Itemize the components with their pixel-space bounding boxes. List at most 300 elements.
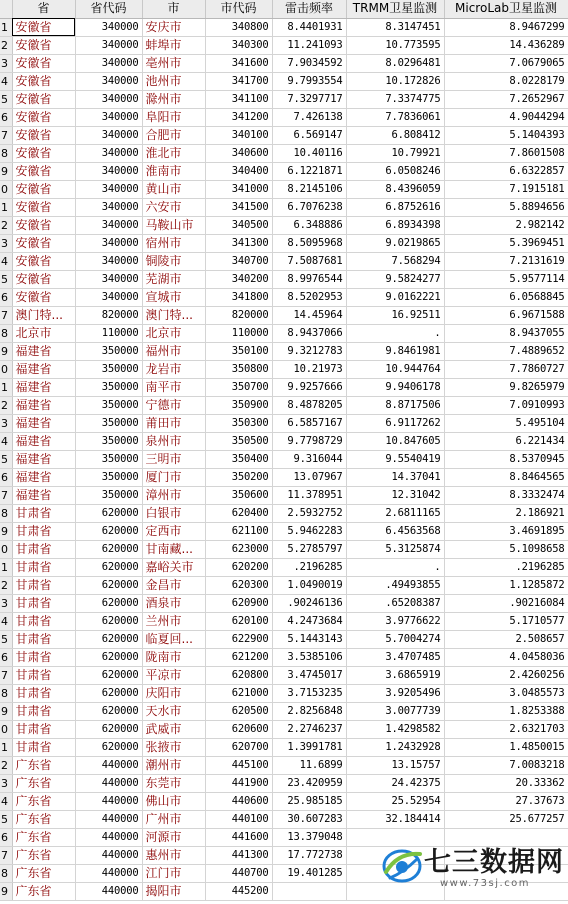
cell-city-code[interactable]: 340700 — [205, 252, 272, 270]
cell-trmm[interactable]: 9.5540419 — [346, 450, 444, 468]
cell-microlab[interactable]: 2.6321703 — [444, 720, 568, 738]
cell-microlab[interactable]: 6.221434 — [444, 432, 568, 450]
cell-city[interactable]: 兰州市 — [142, 612, 205, 630]
header-microlab[interactable]: MicroLab卫星监测 — [444, 0, 568, 18]
cell-trmm[interactable]: 9.0219865 — [346, 234, 444, 252]
cell-lightning-frequency[interactable]: 10.40116 — [272, 144, 346, 162]
cell-city-code[interactable]: 341700 — [205, 72, 272, 90]
table-row[interactable] — [0, 396, 568, 414]
cell-lightning-frequency[interactable]: 5.2785797 — [272, 540, 346, 558]
cell-microlab[interactable]: 7.1915181 — [444, 180, 568, 198]
cell-microlab[interactable]: 5.3969451 — [444, 234, 568, 252]
cell-province[interactable]: 甘肃省 — [12, 504, 75, 522]
table-row[interactable] — [0, 576, 568, 594]
cell-lightning-frequency[interactable]: 6.348886 — [272, 216, 346, 234]
cell-microlab[interactable]: 2.982142 — [444, 216, 568, 234]
table-row[interactable] — [0, 18, 568, 36]
cell-province-code[interactable]: 340000 — [75, 180, 142, 198]
cell-province-code[interactable]: 350000 — [75, 486, 142, 504]
table-row[interactable] — [0, 342, 568, 360]
cell-trmm[interactable]: 24.42375 — [346, 774, 444, 792]
cell-province[interactable]: 福建省 — [12, 396, 75, 414]
cell-city[interactable]: 东莞市 — [142, 774, 205, 792]
table-row[interactable] — [0, 504, 568, 522]
cell-province-code[interactable]: 620000 — [75, 558, 142, 576]
cell-province[interactable]: 甘肃省 — [12, 648, 75, 666]
cell-trmm[interactable]: 6.0508246 — [346, 162, 444, 180]
cell-lightning-frequency[interactable]: 30.607283 — [272, 810, 346, 828]
cell-province[interactable]: 甘肃省 — [12, 720, 75, 738]
cell-lightning-frequency[interactable]: 8.5202953 — [272, 288, 346, 306]
cell-trmm[interactable]: 5.7004274 — [346, 630, 444, 648]
cell-city-code[interactable]: 350300 — [205, 414, 272, 432]
cell-city[interactable]: 宣城市 — [142, 288, 205, 306]
table-row[interactable] — [0, 522, 568, 540]
cell-lightning-frequency[interactable]: 2.2746237 — [272, 720, 346, 738]
table-row[interactable] — [0, 306, 568, 324]
cell-lightning-frequency[interactable]: 5.1443143 — [272, 630, 346, 648]
cell-province-code[interactable]: 620000 — [75, 612, 142, 630]
table-row[interactable] — [0, 666, 568, 684]
cell-city[interactable]: 江门市 — [142, 864, 205, 882]
cell-city-code[interactable]: 622900 — [205, 630, 272, 648]
cell-city-code[interactable]: 341100 — [205, 90, 272, 108]
cell-province-code[interactable]: 620000 — [75, 576, 142, 594]
cell-city-code[interactable]: 621200 — [205, 648, 272, 666]
cell-city[interactable]: 天水市 — [142, 702, 205, 720]
cell-city-code[interactable]: 350400 — [205, 450, 272, 468]
cell-province[interactable]: 福建省 — [12, 360, 75, 378]
cell-province-code[interactable]: 340000 — [75, 108, 142, 126]
cell-microlab[interactable] — [444, 828, 568, 846]
cell-microlab[interactable]: 8.0228179 — [444, 72, 568, 90]
cell-microlab[interactable]: 6.9671588 — [444, 306, 568, 324]
cell-province[interactable]: 安徽省 — [12, 18, 75, 36]
cell-trmm[interactable]: 7.568294 — [346, 252, 444, 270]
cell-province-code[interactable]: 440000 — [75, 756, 142, 774]
table-row[interactable] — [0, 216, 568, 234]
cell-city[interactable]: 揭阳市 — [142, 882, 205, 900]
header-province-code[interactable]: 省代码 — [75, 0, 142, 18]
cell-trmm[interactable]: 14.37041 — [346, 468, 444, 486]
cell-microlab[interactable]: 25.677257 — [444, 810, 568, 828]
cell-lightning-frequency[interactable]: 14.45964 — [272, 306, 346, 324]
cell-lightning-frequency[interactable]: 11.378951 — [272, 486, 346, 504]
cell-city[interactable]: 嘉峪关市 — [142, 558, 205, 576]
cell-city[interactable]: 临夏回... — [142, 630, 205, 648]
cell-lightning-frequency[interactable] — [272, 882, 346, 900]
cell-trmm[interactable]: 6.4563568 — [346, 522, 444, 540]
table-row[interactable] — [0, 810, 568, 828]
table-row[interactable] — [0, 486, 568, 504]
cell-lightning-frequency[interactable]: 3.5385106 — [272, 648, 346, 666]
cell-city-code[interactable]: 445200 — [205, 882, 272, 900]
cell-microlab[interactable]: 7.0910993 — [444, 396, 568, 414]
cell-province-code[interactable]: 340000 — [75, 216, 142, 234]
cell-trmm[interactable] — [346, 828, 444, 846]
cell-city[interactable]: 蚌埠市 — [142, 36, 205, 54]
cell-province-code[interactable]: 350000 — [75, 360, 142, 378]
cell-city-code[interactable]: 340100 — [205, 126, 272, 144]
header-lightning-frequency[interactable]: 雷击频率 — [272, 0, 346, 18]
cell-province-code[interactable]: 350000 — [75, 378, 142, 396]
cell-province[interactable]: 福建省 — [12, 450, 75, 468]
cell-province[interactable]: 安徽省 — [12, 90, 75, 108]
cell-province[interactable]: 安徽省 — [12, 252, 75, 270]
cell-microlab[interactable]: 2.186921 — [444, 504, 568, 522]
table-row[interactable] — [0, 684, 568, 702]
table-row[interactable] — [0, 360, 568, 378]
cell-province-code[interactable]: 340000 — [75, 144, 142, 162]
cell-province[interactable]: 安徽省 — [12, 126, 75, 144]
cell-city[interactable]: 滁州市 — [142, 90, 205, 108]
table-row[interactable] — [0, 612, 568, 630]
cell-trmm[interactable]: 9.0162221 — [346, 288, 444, 306]
cell-city[interactable]: 甘南藏... — [142, 540, 205, 558]
cell-microlab[interactable] — [444, 846, 568, 864]
cell-microlab[interactable]: 8.9437055 — [444, 324, 568, 342]
cell-city-code[interactable]: 350200 — [205, 468, 272, 486]
table-row[interactable] — [0, 774, 568, 792]
cell-lightning-frequency[interactable]: 2.8256848 — [272, 702, 346, 720]
cell-province[interactable]: 安徽省 — [12, 234, 75, 252]
table-row[interactable] — [0, 846, 568, 864]
cell-trmm[interactable]: 6.808412 — [346, 126, 444, 144]
cell-microlab[interactable]: 27.37673 — [444, 792, 568, 810]
cell-province[interactable]: 福建省 — [12, 414, 75, 432]
cell-city[interactable]: 泉州市 — [142, 432, 205, 450]
table-row[interactable] — [0, 414, 568, 432]
cell-province[interactable]: 广东省 — [12, 846, 75, 864]
cell-city[interactable]: 厦门市 — [142, 468, 205, 486]
cell-city-code[interactable]: 440700 — [205, 864, 272, 882]
cell-province[interactable]: 广东省 — [12, 756, 75, 774]
cell-province[interactable]: 福建省 — [12, 378, 75, 396]
table-row[interactable] — [0, 558, 568, 576]
cell-city-code[interactable]: 620400 — [205, 504, 272, 522]
cell-trmm[interactable]: 13.15757 — [346, 756, 444, 774]
cell-trmm[interactable]: 10.172826 — [346, 72, 444, 90]
cell-province-code[interactable]: 620000 — [75, 720, 142, 738]
cell-province[interactable]: 甘肃省 — [12, 738, 75, 756]
table-row[interactable] — [0, 756, 568, 774]
cell-microlab[interactable] — [444, 882, 568, 900]
cell-province-code[interactable]: 440000 — [75, 846, 142, 864]
cell-trmm[interactable]: 9.9406178 — [346, 378, 444, 396]
cell-city-code[interactable]: 620500 — [205, 702, 272, 720]
cell-city[interactable]: 张掖市 — [142, 738, 205, 756]
cell-city-code[interactable]: 341200 — [205, 108, 272, 126]
cell-trmm[interactable]: 6.8934398 — [346, 216, 444, 234]
table-row[interactable] — [0, 54, 568, 72]
cell-lightning-frequency[interactable]: 4.2473684 — [272, 612, 346, 630]
cell-city[interactable]: 芜湖市 — [142, 270, 205, 288]
cell-city[interactable]: 澳门特... — [142, 306, 205, 324]
cell-microlab[interactable]: 7.0679065 — [444, 54, 568, 72]
cell-city-code[interactable]: 621100 — [205, 522, 272, 540]
cell-province[interactable]: 广东省 — [12, 828, 75, 846]
cell-province[interactable]: 甘肃省 — [12, 666, 75, 684]
cell-microlab[interactable]: 7.7860727 — [444, 360, 568, 378]
cell-lightning-frequency[interactable]: 13.379048 — [272, 828, 346, 846]
cell-city-code[interactable]: 341800 — [205, 288, 272, 306]
cell-lightning-frequency[interactable]: 8.4401931 — [272, 18, 346, 36]
cell-trmm[interactable] — [346, 864, 444, 882]
table-row[interactable] — [0, 432, 568, 450]
cell-trmm[interactable]: 5.3125874 — [346, 540, 444, 558]
cell-province[interactable]: 安徽省 — [12, 216, 75, 234]
cell-city[interactable]: 北京市 — [142, 324, 205, 342]
cell-province-code[interactable]: 340000 — [75, 198, 142, 216]
cell-city-code[interactable]: 341600 — [205, 54, 272, 72]
cell-trmm[interactable]: 3.0077739 — [346, 702, 444, 720]
cell-city-code[interactable]: 441600 — [205, 828, 272, 846]
cell-microlab[interactable]: 8.3332474 — [444, 486, 568, 504]
cell-trmm[interactable]: 2.6811165 — [346, 504, 444, 522]
cell-lightning-frequency[interactable]: 7.5087681 — [272, 252, 346, 270]
cell-province[interactable]: 甘肃省 — [12, 702, 75, 720]
cell-province[interactable]: 安徽省 — [12, 270, 75, 288]
table-row[interactable] — [0, 90, 568, 108]
cell-lightning-frequency[interactable]: 11.6899 — [272, 756, 346, 774]
cell-city-code[interactable]: 350500 — [205, 432, 272, 450]
cell-microlab[interactable]: 6.6322857 — [444, 162, 568, 180]
cell-province-code[interactable]: 620000 — [75, 522, 142, 540]
cell-province-code[interactable]: 340000 — [75, 54, 142, 72]
cell-city[interactable]: 黄山市 — [142, 180, 205, 198]
cell-province[interactable]: 广东省 — [12, 810, 75, 828]
cell-city[interactable]: 白银市 — [142, 504, 205, 522]
cell-city-code[interactable]: 340800 — [205, 18, 272, 36]
cell-province[interactable]: 福建省 — [12, 432, 75, 450]
cell-trmm[interactable]: 10.773595 — [346, 36, 444, 54]
cell-province[interactable]: 安徽省 — [12, 144, 75, 162]
cell-city-code[interactable]: 620900 — [205, 594, 272, 612]
cell-city-code[interactable]: 441300 — [205, 846, 272, 864]
table-row[interactable] — [0, 72, 568, 90]
cell-province[interactable]: 广东省 — [12, 774, 75, 792]
cell-city[interactable]: 龙岩市 — [142, 360, 205, 378]
cell-trmm[interactable]: 32.184414 — [346, 810, 444, 828]
cell-province-code[interactable]: 350000 — [75, 342, 142, 360]
cell-province-code[interactable]: 340000 — [75, 162, 142, 180]
cell-city-code[interactable]: 621000 — [205, 684, 272, 702]
cell-lightning-frequency[interactable]: 19.401285 — [272, 864, 346, 882]
cell-city[interactable]: 南平市 — [142, 378, 205, 396]
cell-trmm[interactable]: 3.9776622 — [346, 612, 444, 630]
cell-lightning-frequency[interactable]: 3.7153235 — [272, 684, 346, 702]
cell-province-code[interactable]: 620000 — [75, 504, 142, 522]
cell-city-code[interactable]: 340300 — [205, 36, 272, 54]
cell-province-code[interactable]: 620000 — [75, 684, 142, 702]
cell-province-code[interactable]: 620000 — [75, 630, 142, 648]
cell-microlab[interactable]: 5.1710577 — [444, 612, 568, 630]
header-city[interactable]: 市 — [142, 0, 205, 18]
cell-microlab[interactable]: 7.0083218 — [444, 756, 568, 774]
cell-microlab[interactable]: 20.33362 — [444, 774, 568, 792]
cell-province[interactable]: 安徽省 — [12, 36, 75, 54]
cell-trmm[interactable]: 8.3147451 — [346, 18, 444, 36]
cell-city-code[interactable]: 620300 — [205, 576, 272, 594]
cell-lightning-frequency[interactable]: 6.569147 — [272, 126, 346, 144]
cell-city-code[interactable]: 350100 — [205, 342, 272, 360]
cell-microlab[interactable]: 5.495104 — [444, 414, 568, 432]
cell-province-code[interactable]: 350000 — [75, 396, 142, 414]
cell-city[interactable]: 池州市 — [142, 72, 205, 90]
cell-microlab[interactable]: 14.436289 — [444, 36, 568, 54]
cell-province[interactable]: 福建省 — [12, 468, 75, 486]
cell-microlab[interactable]: .90216084 — [444, 594, 568, 612]
cell-microlab[interactable]: 3.0485573 — [444, 684, 568, 702]
cell-city[interactable]: 陇南市 — [142, 648, 205, 666]
cell-lightning-frequency[interactable]: 6.5857167 — [272, 414, 346, 432]
cell-province-code[interactable]: 620000 — [75, 702, 142, 720]
cell-province-code[interactable]: 110000 — [75, 324, 142, 342]
cell-province[interactable]: 安徽省 — [12, 180, 75, 198]
cell-microlab[interactable]: 3.4691895 — [444, 522, 568, 540]
table-row[interactable] — [0, 720, 568, 738]
cell-province-code[interactable]: 620000 — [75, 648, 142, 666]
cell-city-code[interactable]: 623000 — [205, 540, 272, 558]
table-row[interactable] — [0, 738, 568, 756]
cell-trmm[interactable]: 25.52954 — [346, 792, 444, 810]
cell-lightning-frequency[interactable]: 1.3991781 — [272, 738, 346, 756]
cell-city-code[interactable]: 350600 — [205, 486, 272, 504]
cell-microlab[interactable]: .2196285 — [444, 558, 568, 576]
cell-microlab[interactable]: 4.0458036 — [444, 648, 568, 666]
cell-province[interactable]: 广东省 — [12, 882, 75, 900]
table-row[interactable] — [0, 252, 568, 270]
cell-trmm[interactable]: 1.4298582 — [346, 720, 444, 738]
cell-city-code[interactable]: 445100 — [205, 756, 272, 774]
cell-province-code[interactable]: 440000 — [75, 810, 142, 828]
cell-city[interactable]: 金昌市 — [142, 576, 205, 594]
cell-city[interactable]: 佛山市 — [142, 792, 205, 810]
cell-city-code[interactable]: 440600 — [205, 792, 272, 810]
cell-lightning-frequency[interactable]: .90246136 — [272, 594, 346, 612]
table-row[interactable] — [0, 108, 568, 126]
cell-trmm[interactable] — [346, 882, 444, 900]
cell-province[interactable]: 甘肃省 — [12, 522, 75, 540]
cell-microlab[interactable]: 5.1404393 — [444, 126, 568, 144]
cell-microlab[interactable]: 9.8265979 — [444, 378, 568, 396]
cell-lightning-frequency[interactable]: .2196285 — [272, 558, 346, 576]
cell-city[interactable]: 三明市 — [142, 450, 205, 468]
cell-province[interactable]: 甘肃省 — [12, 558, 75, 576]
cell-city[interactable]: 铜陵市 — [142, 252, 205, 270]
cell-microlab[interactable]: 1.4850015 — [444, 738, 568, 756]
cell-city-code[interactable]: 620700 — [205, 738, 272, 756]
cell-province-code[interactable]: 620000 — [75, 738, 142, 756]
table-row[interactable] — [0, 162, 568, 180]
cell-city-code[interactable]: 110000 — [205, 324, 272, 342]
cell-province[interactable]: 甘肃省 — [12, 612, 75, 630]
cell-trmm[interactable]: . — [346, 558, 444, 576]
cell-lightning-frequency[interactable]: 23.420959 — [272, 774, 346, 792]
cell-city[interactable]: 宿州市 — [142, 234, 205, 252]
cell-city[interactable]: 淮南市 — [142, 162, 205, 180]
cell-lightning-frequency[interactable]: 9.7798729 — [272, 432, 346, 450]
table-row[interactable] — [0, 144, 568, 162]
cell-lightning-frequency[interactable]: 7.426138 — [272, 108, 346, 126]
cell-province-code[interactable]: 440000 — [75, 828, 142, 846]
table-row[interactable] — [0, 828, 568, 846]
cell-city-code[interactable]: 440100 — [205, 810, 272, 828]
cell-trmm[interactable]: 7.7836061 — [346, 108, 444, 126]
cell-trmm[interactable]: 3.6865919 — [346, 666, 444, 684]
cell-province[interactable]: 安徽省 — [12, 54, 75, 72]
cell-province-code[interactable]: 340000 — [75, 252, 142, 270]
cell-trmm[interactable] — [346, 846, 444, 864]
cell-city[interactable]: 武威市 — [142, 720, 205, 738]
cell-province-code[interactable]: 820000 — [75, 306, 142, 324]
cell-province-code[interactable]: 620000 — [75, 594, 142, 612]
table-row[interactable] — [0, 540, 568, 558]
cell-province-code[interactable]: 340000 — [75, 234, 142, 252]
cell-lightning-frequency[interactable]: 25.985185 — [272, 792, 346, 810]
cell-microlab[interactable]: 7.8601508 — [444, 144, 568, 162]
table-row[interactable] — [0, 450, 568, 468]
cell-city[interactable]: 安庆市 — [142, 18, 205, 36]
cell-microlab[interactable]: 1.1285872 — [444, 576, 568, 594]
cell-lightning-frequency[interactable]: 6.1221871 — [272, 162, 346, 180]
table-row[interactable] — [0, 630, 568, 648]
cell-city[interactable]: 河源市 — [142, 828, 205, 846]
cell-city-code[interactable]: 820000 — [205, 306, 272, 324]
cell-province-code[interactable]: 440000 — [75, 792, 142, 810]
cell-lightning-frequency[interactable]: 8.9437066 — [272, 324, 346, 342]
cell-trmm[interactable]: 6.8752616 — [346, 198, 444, 216]
cell-microlab[interactable]: 7.4889652 — [444, 342, 568, 360]
table-row[interactable] — [0, 648, 568, 666]
cell-province-code[interactable]: 340000 — [75, 288, 142, 306]
cell-trmm[interactable]: 12.31042 — [346, 486, 444, 504]
header-trmm[interactable]: TRMM卫星监测 — [346, 0, 444, 18]
cell-province[interactable]: 甘肃省 — [12, 630, 75, 648]
cell-province-code[interactable]: 340000 — [75, 18, 142, 36]
cell-trmm[interactable]: 8.8717506 — [346, 396, 444, 414]
cell-city[interactable]: 福州市 — [142, 342, 205, 360]
cell-province-code[interactable]: 620000 — [75, 540, 142, 558]
cell-trmm[interactable]: 10.944764 — [346, 360, 444, 378]
cell-microlab[interactable]: 4.9044294 — [444, 108, 568, 126]
cell-lightning-frequency[interactable]: 9.9257666 — [272, 378, 346, 396]
cell-trmm[interactable]: .49493855 — [346, 576, 444, 594]
cell-microlab[interactable]: 6.0568845 — [444, 288, 568, 306]
cell-trmm[interactable]: 3.9205496 — [346, 684, 444, 702]
cell-microlab[interactable]: 5.8894656 — [444, 198, 568, 216]
cell-trmm[interactable]: 7.3374775 — [346, 90, 444, 108]
table-row[interactable] — [0, 36, 568, 54]
cell-city-code[interactable]: 340500 — [205, 216, 272, 234]
cell-city-code[interactable]: 340400 — [205, 162, 272, 180]
cell-city[interactable]: 庆阳市 — [142, 684, 205, 702]
table-row[interactable] — [0, 198, 568, 216]
cell-city[interactable]: 淮北市 — [142, 144, 205, 162]
cell-microlab[interactable]: 8.8464565 — [444, 468, 568, 486]
cell-lightning-frequency[interactable]: 1.0490019 — [272, 576, 346, 594]
cell-microlab[interactable]: 2.508657 — [444, 630, 568, 648]
table-row[interactable] — [0, 288, 568, 306]
table-row[interactable] — [0, 324, 568, 342]
table-row[interactable] — [0, 234, 568, 252]
cell-lightning-frequency[interactable]: 8.5095968 — [272, 234, 346, 252]
table-row[interactable] — [0, 468, 568, 486]
cell-province[interactable]: 安徽省 — [12, 288, 75, 306]
cell-province[interactable]: 北京市 — [12, 324, 75, 342]
table-row[interactable] — [0, 126, 568, 144]
cell-microlab[interactable]: 7.2652967 — [444, 90, 568, 108]
